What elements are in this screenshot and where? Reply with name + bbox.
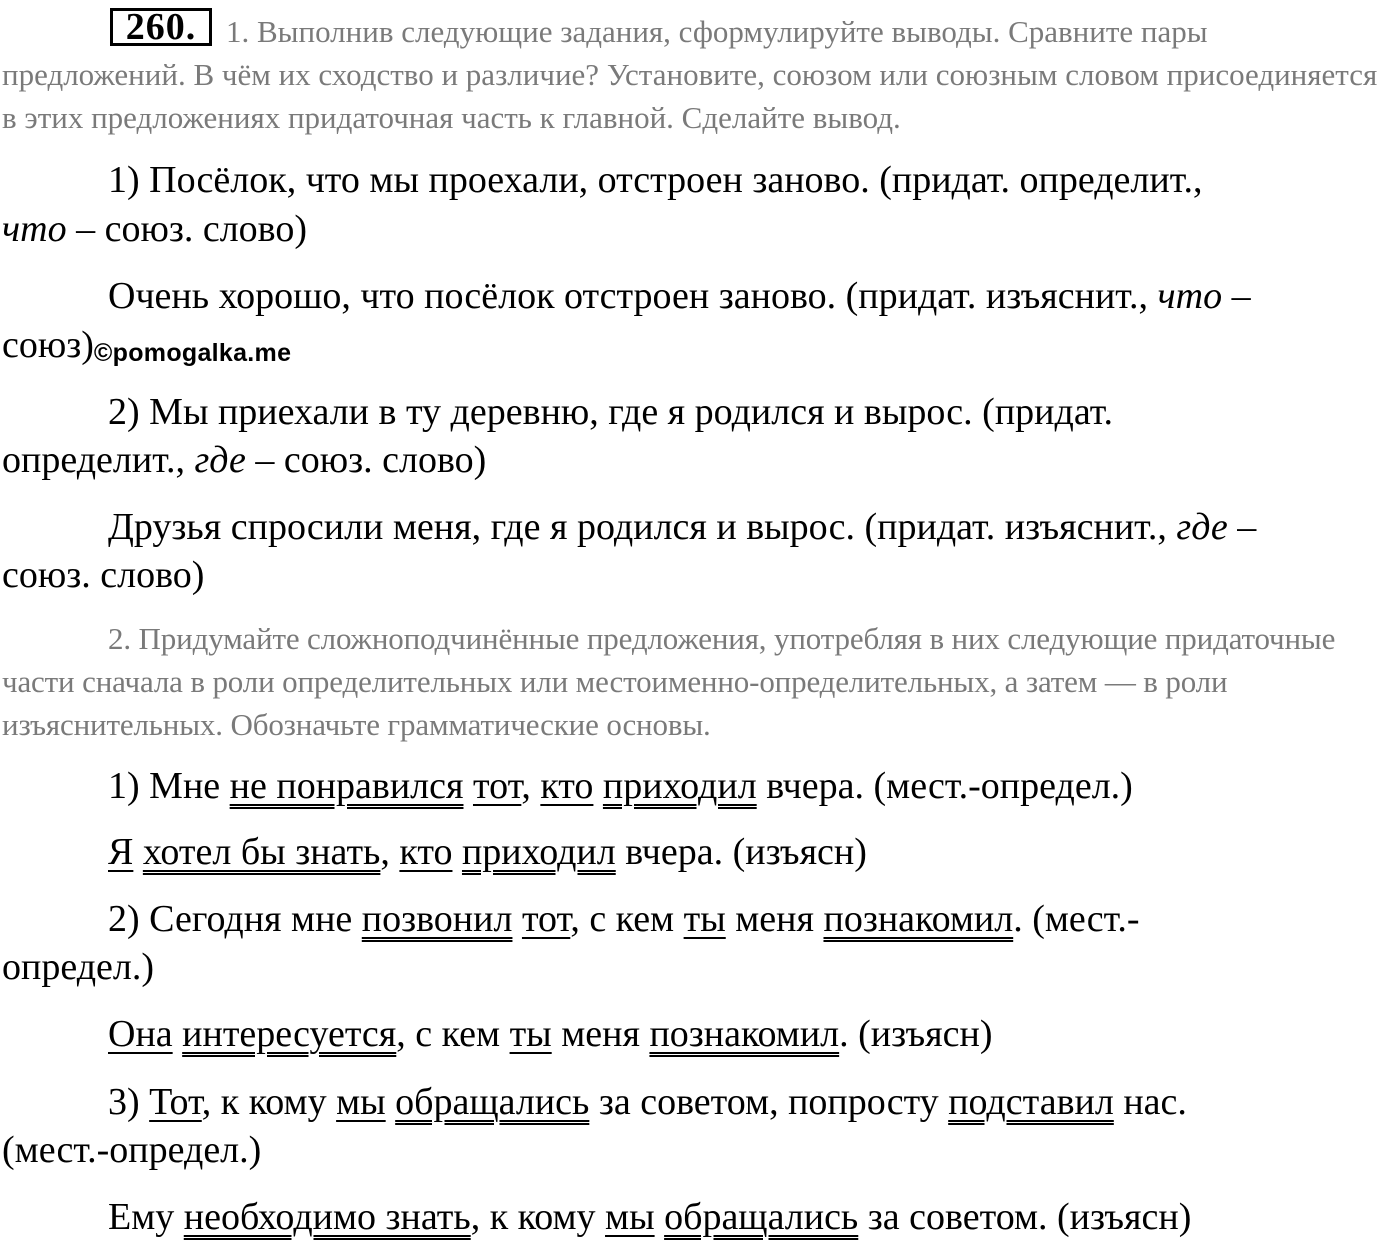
task1-instruction: 1. Выполнив следующие задания, сформулируйте выводы. Сравните пары предложений. В чём их сходство и различие? Установите, союзом или союзным словом присоединяется в этих предложениях придаточная часть к главной. Сделайте вывод. [2, 14, 1378, 135]
sentence-text [655, 1196, 665, 1238]
predicate: интересуется [182, 1013, 397, 1055]
sentence-2a-line2 [2, 437, 1398, 483]
sentence-text: , [380, 831, 400, 873]
example-2b [2, 1011, 1398, 1057]
sentence-text [593, 765, 603, 807]
subject: кто [540, 765, 594, 807]
predicate: обращались [395, 1081, 590, 1123]
sentence-2b-line2: союз. слово) [2, 554, 205, 596]
subject: мы [336, 1081, 386, 1123]
sentence-text [452, 831, 462, 873]
sentence-text: меня [551, 1013, 650, 1055]
conjunctive-word: где [194, 439, 246, 481]
sentence-text: – [1227, 506, 1257, 548]
sentence-text: , с кем [396, 1013, 510, 1055]
sentence-text: 2) Сегодня мне [108, 898, 362, 940]
sentence-text: , к кому [470, 1196, 606, 1238]
example-1b [2, 829, 1398, 875]
sentence-text: меня [725, 898, 824, 940]
sentence-text: определит., [2, 439, 195, 481]
predicate: приходил [461, 831, 616, 873]
sentence-text [512, 898, 522, 940]
sentence-text: 3) [108, 1081, 150, 1123]
sentence-text: за советом, попросту [589, 1081, 949, 1123]
subject: Она [108, 1013, 173, 1055]
predicate: познакомил [823, 898, 1014, 940]
sentence-text [386, 1081, 396, 1123]
sentence-1b-line1 [2, 273, 1398, 319]
sentence-text: – [1222, 275, 1251, 317]
sentence-text: , с кем [570, 898, 684, 940]
subject: тот [521, 898, 571, 940]
sentence-text: – союз. слово) [66, 208, 308, 250]
example-2a-line2: определ.) [2, 946, 155, 988]
predicate: обращались [664, 1196, 859, 1238]
conjunctive-word: что [2, 208, 67, 250]
sentence-2a-line1: 2) Мы приехали в ту деревню, где я родился и вырос. (придат. [108, 391, 1113, 433]
sentence-1a-line1: 1) Посёлок, что мы проехали, отстроен заново. (придат. определит., [108, 159, 1203, 201]
sentence-text: , [521, 765, 541, 807]
sentence-text: нас. [1113, 1081, 1187, 1123]
example-3a-line1 [2, 1079, 1398, 1125]
sentence-text [173, 1013, 183, 1055]
sentence-text: , к кому [201, 1081, 337, 1123]
sentence-text: союз) [2, 324, 94, 366]
watermark-text: ©pomogalka.me [93, 339, 292, 367]
predicate: приходил [602, 765, 757, 807]
sentence-text: вчера. (мест.-определ.) [756, 765, 1133, 807]
sentence-text: Друзья спросили меня, где я родился и вырос. (придат. изъяснит., [108, 506, 1177, 548]
example-2a-line1 [2, 896, 1398, 942]
subject: кто [399, 831, 453, 873]
subject: тот [472, 765, 522, 807]
exercise-number-box: 260. [110, 8, 212, 46]
conjunction-word: что [1157, 275, 1223, 317]
subject: Тот [149, 1081, 202, 1123]
predicate: позвонил [361, 898, 513, 940]
predicate: подставил [948, 1081, 1114, 1123]
sentence-text: Очень хорошо, что посёлок отстроен заново. (придат. изъяснит., [108, 275, 1158, 317]
example-3a-line2: (мест.-определ.) [2, 1129, 262, 1171]
sentence-2b-line1 [2, 504, 1398, 550]
predicate: хотел бы знать [142, 831, 381, 873]
predicate: познакомил [649, 1013, 840, 1055]
sentence-text: вчера. (изъясн) [615, 831, 867, 873]
sentence-text [133, 831, 143, 873]
example-1a [2, 763, 1398, 809]
sentence-1a-line2 [2, 206, 1398, 252]
sentence-text: . (изъясн) [839, 1013, 993, 1055]
sentence-text: 1) Мне [108, 765, 230, 807]
subject: мы [605, 1196, 655, 1238]
sentence-text: . (мест.- [1013, 898, 1140, 940]
sentence-text: за советом. (изъясн) [858, 1196, 1192, 1238]
task2-instruction: 2. Придумайте сложноподчинённые предложения, употребляя в них следующие придаточные части сначала в роли определительных или местоименно-определительных, а затем — в роли изъяснительных. Обозначьте грамматические основы. [2, 621, 1336, 742]
subject: ты [683, 898, 726, 940]
example-3b [2, 1194, 1398, 1240]
conjunctive-word: где [1176, 506, 1228, 548]
sentence-text [463, 765, 473, 807]
predicate: не понравился [229, 765, 464, 807]
sentence-text: Ему [108, 1196, 184, 1238]
predicate: необходимо знать [183, 1196, 471, 1238]
subject: ты [509, 1013, 552, 1055]
sentence-1b-line2 [2, 322, 1398, 372]
sentence-text: – союз. слово) [245, 439, 487, 481]
subject: Я [108, 831, 134, 873]
